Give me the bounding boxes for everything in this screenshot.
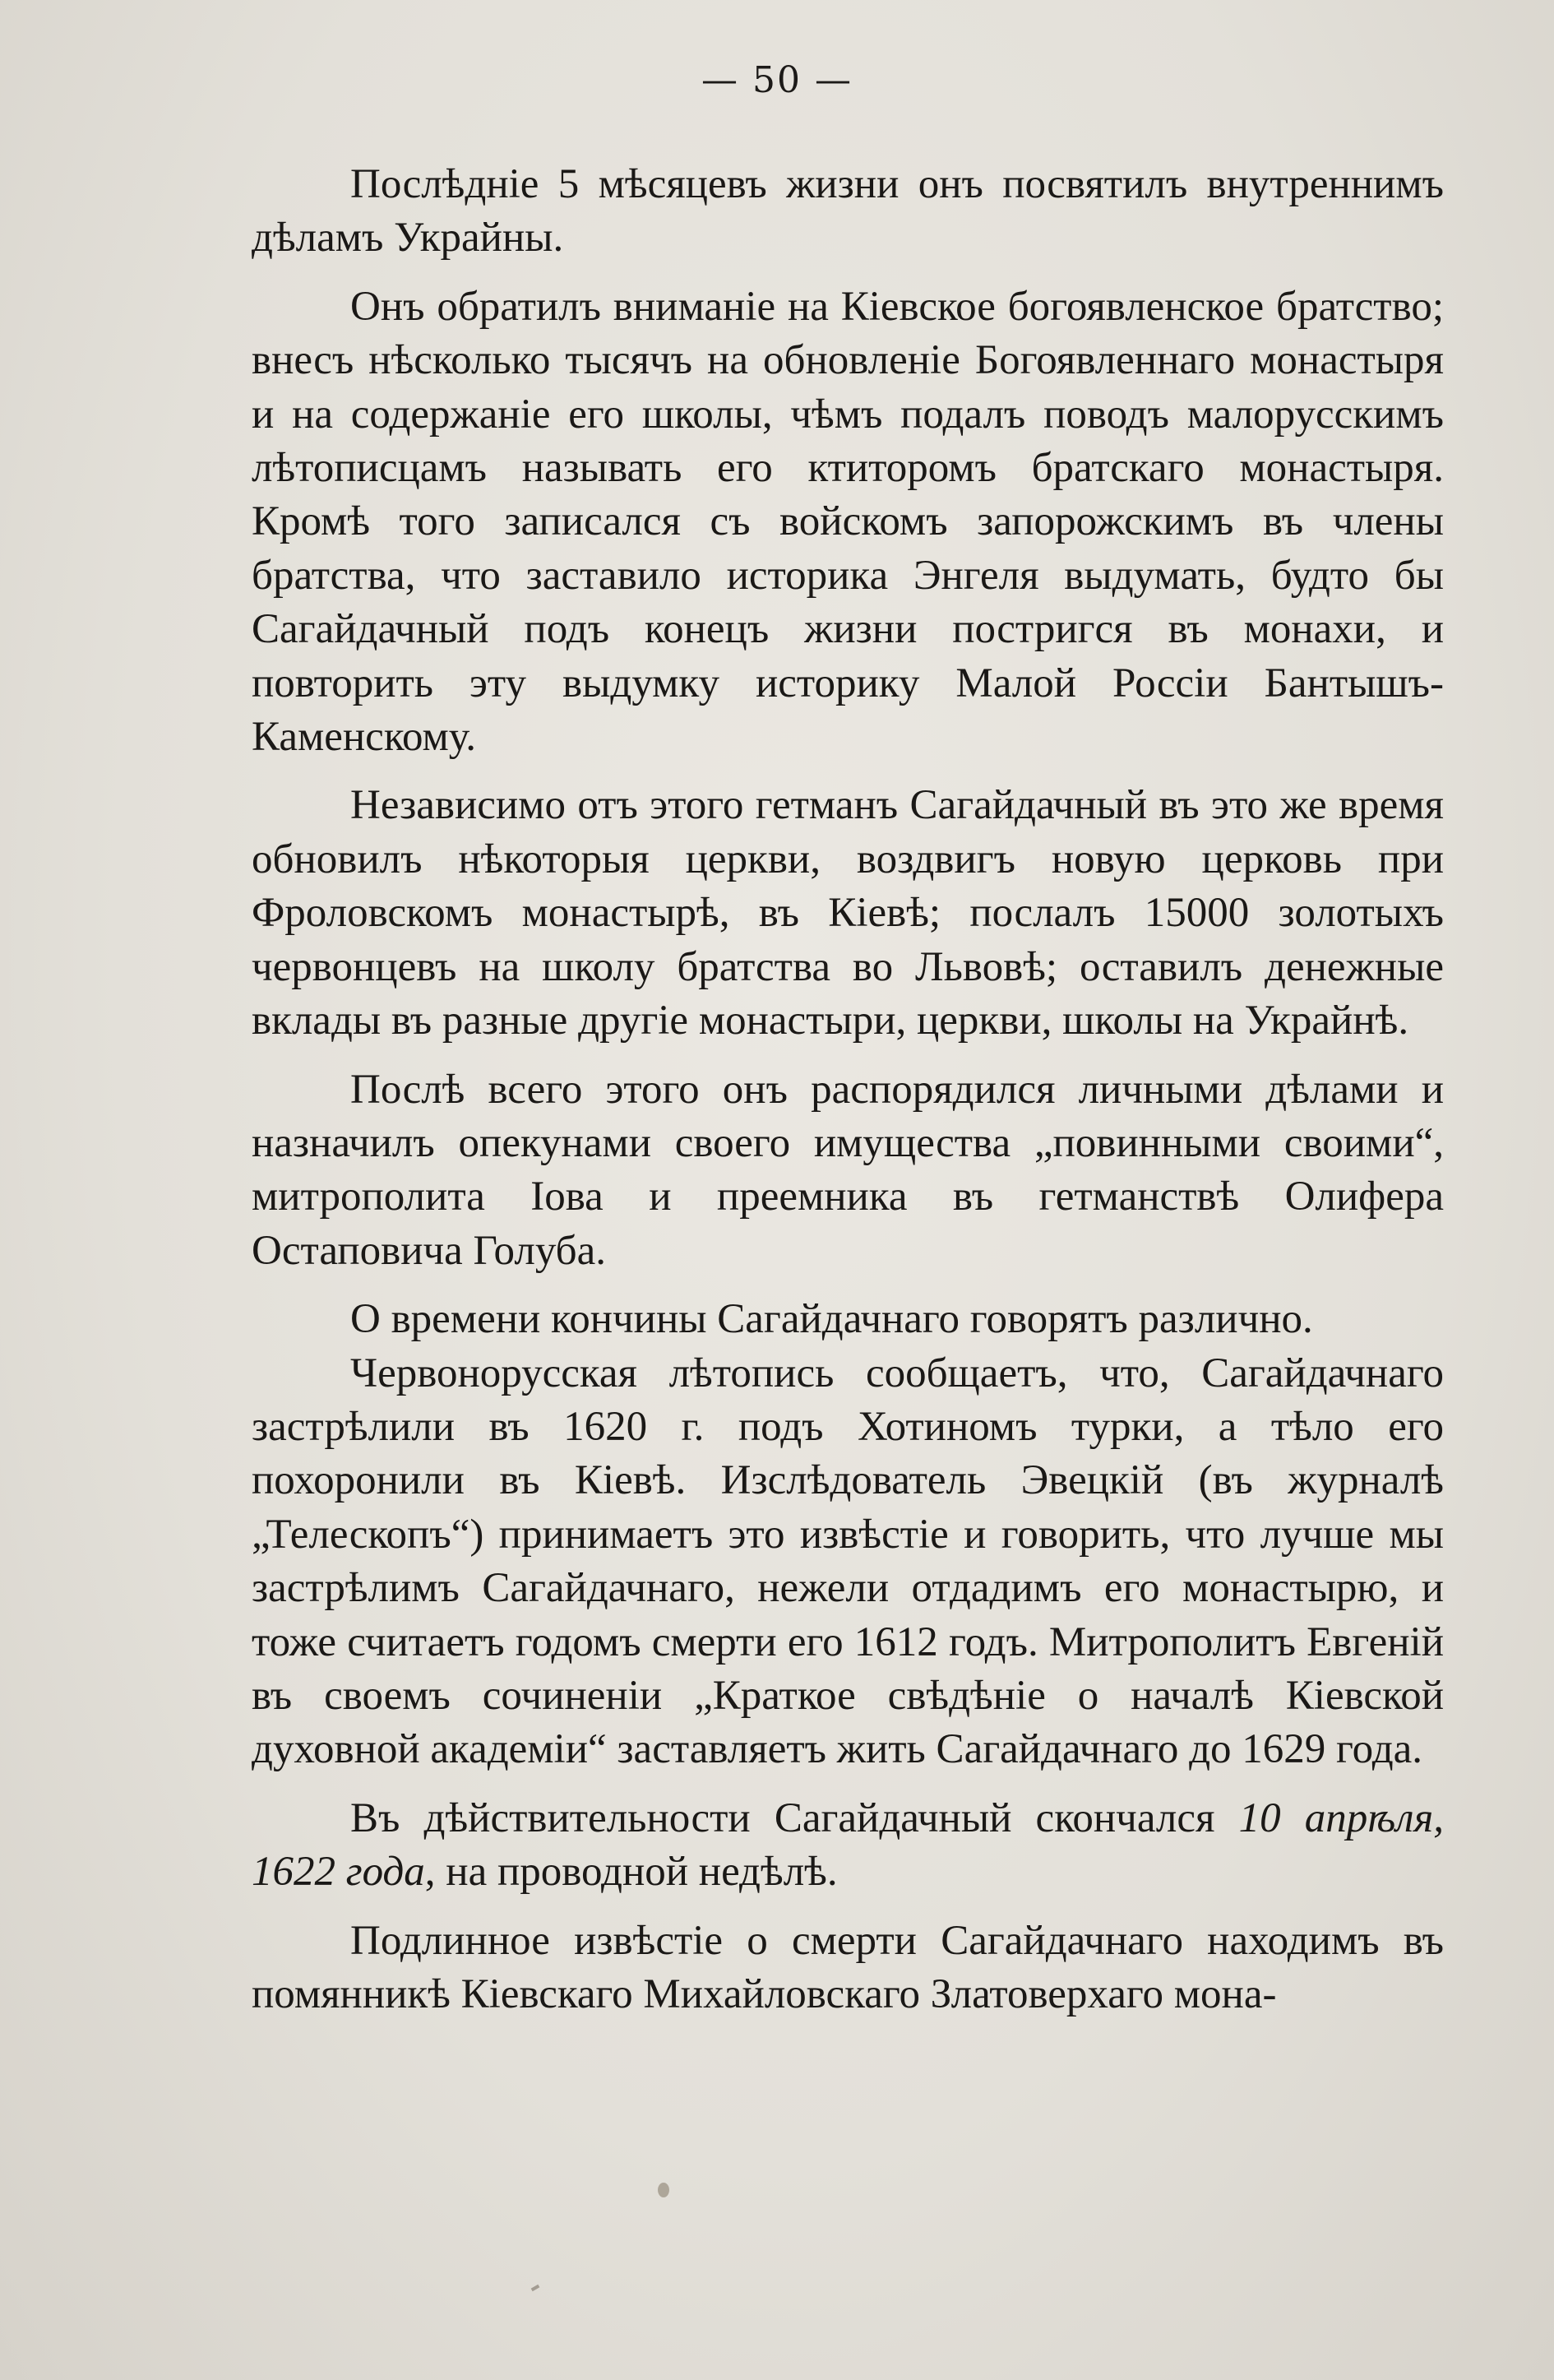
paragraph-3: Независимо отъ этого гетманъ Сагайдачный въ это же время обновилъ нѣкоторыя церкви, воздвигъ новую церковь при Фроловскомъ монастырѣ, въ Кіевѣ; послалъ 15000 золотыхъ червонцевъ на школу братства во Львовѣ; оставилъ денежные вклады въ разные другіе монастыри, церкви, школы на Украйнѣ. [252, 782, 1444, 1044]
paragraph-8: Подлинное извѣстіе о смерти Сагайдачнаго находимъ въ помянникѣ Кіевскаго Михайловскаго Златоверхаго мона- [252, 1917, 1444, 2017]
page-number: — 50 — [701, 59, 853, 101]
ink-spot [658, 2183, 669, 2197]
body-text [252, 158, 1444, 2036]
paragraph-1: Послѣдніе 5 мѣсяцевъ жизни онъ посвятилъ внутреннимъ дѣламъ Украйны. [252, 161, 1444, 262]
pencil-mark [531, 2285, 540, 2291]
paragraph-7-end: , на проводной недѣлѣ. [424, 1849, 838, 1896]
paragraph-7-start: Въ дѣйствительности Сагайдачный скончался [350, 1794, 1239, 1841]
paragraph-2: Онъ обратилъ вниманіе на Кіевское богоявленское братство; внесъ нѣсколько тысячъ на обновленіе Богоявленнаго монастыря и на содержаніе его школы, чѣмъ подалъ поводъ малорусскимъ лѣтописцамъ называть его ктиторомъ братскаго монастыря. Кромѣ того записался съ войскомъ запорожскимъ въ члены братства, что заставило историка Энгеля выдумать, будто бы Сагайдачный подъ конецъ жизни постригся въ монахи, и повторить эту выдумку историку Малой Россіи Бантышъ-Каменскому. [252, 283, 1444, 761]
paragraph-5: О времени кончины Сагайдачнаго говорятъ различно. [350, 1296, 1313, 1343]
paragraph-7 [252, 1792, 1444, 1900]
paragraph-4: Послѣ всего этого онъ распорядился личными дѣлами и назначилъ опекунами своего имущества „повинными своими“, митрополита Іова и преемника въ гетманствѣ Олифера Остаповича Голуба. [252, 1066, 1444, 1274]
paragraph-6: Червонорусская лѣтопись сообщаетъ, что, Сагайдачнаго застрѣлили въ 1620 г. подъ Хотиномъ турки, а тѣло его похоронили въ Кіевѣ. Изслѣдователь Эвецкій (въ журналѣ „Телескопъ“) принимаетъ это извѣстіе и говорить, что лучше мы застрѣлимъ Сагайдачнаго, нежели отдадимъ его монастырю, и тоже считаетъ годомъ смерти его 1612 годъ. Митрополитъ Евгеній въ своемъ сочиненіи „Краткое свѣдѣніе о началѣ Кіевской духовной академіи“ заставляетъ жить Сагайдачнаго до 1629 года. [252, 1350, 1444, 1773]
death-date: 10 апрѣля, 1622 года [252, 1794, 1444, 1896]
